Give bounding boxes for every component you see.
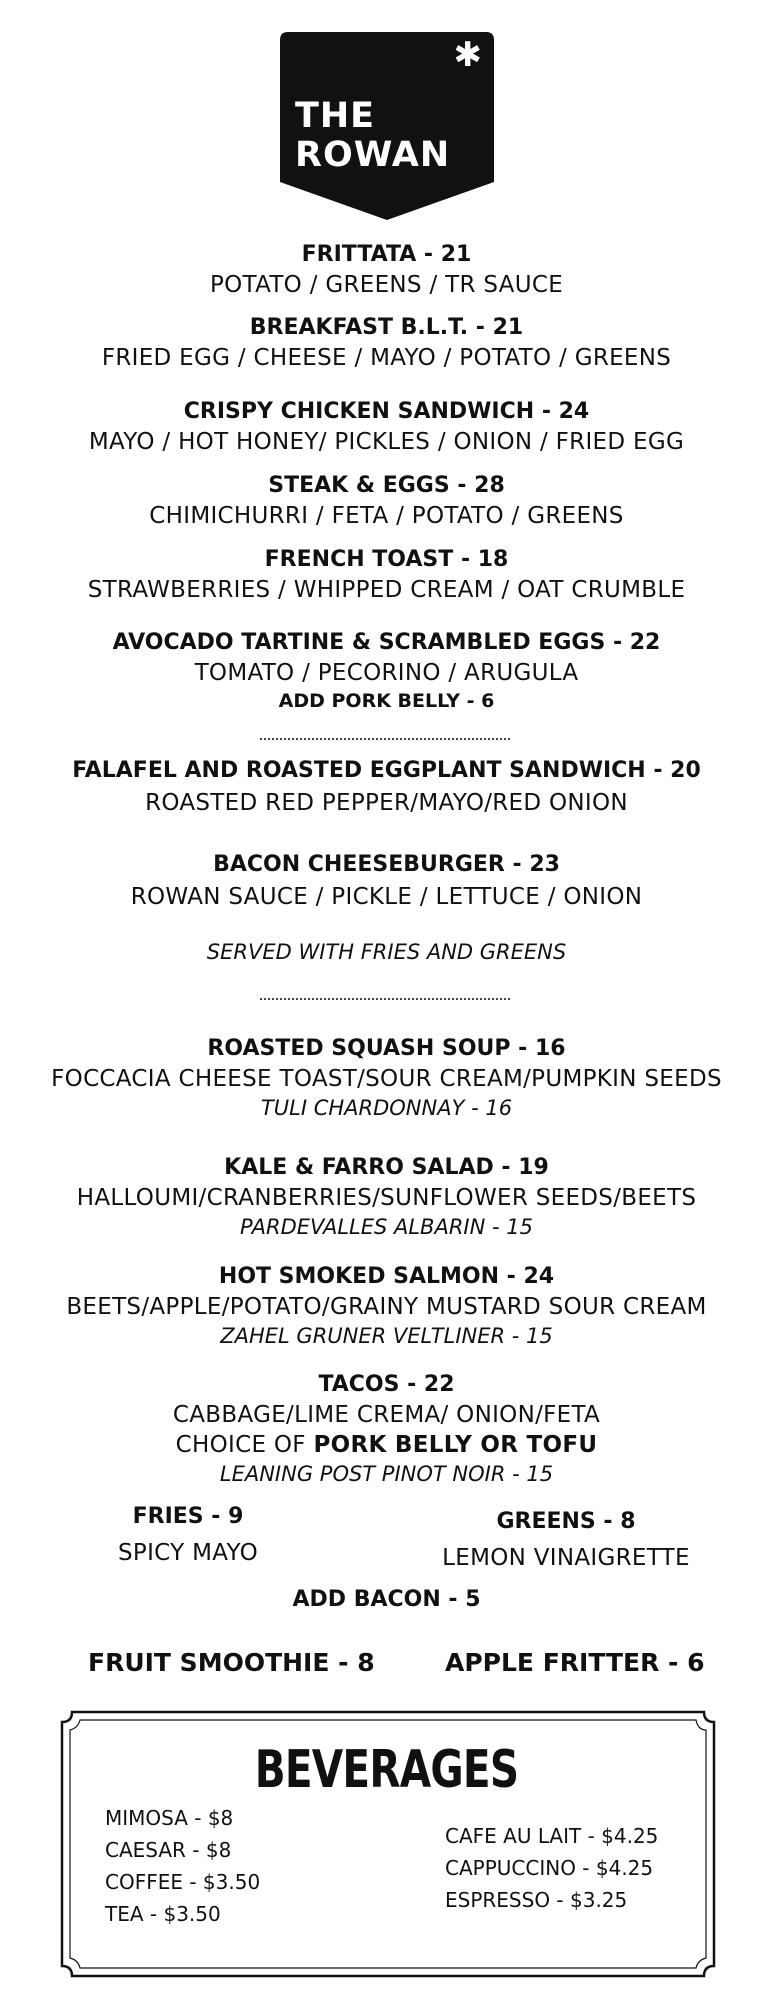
dotted-divider <box>260 998 510 1000</box>
item-description: BEETS/APPLE/POTATO/GRAINY MUSTARD SOUR CREAM <box>66 1294 707 1320</box>
beverages-list-left <box>105 1802 260 1930</box>
choice-prefix: CHOICE OF <box>175 1432 314 1458</box>
menu-item <box>0 240 773 300</box>
item-description: CHIMICHURRI / FETA / POTATO / GREENS <box>149 503 624 529</box>
beverage-item: CAPPUCCINO - $4.25 <box>445 1856 654 1880</box>
beverage-item: COFFEE - $3.50 <box>105 1870 261 1894</box>
menu-item <box>0 756 773 818</box>
item-title: STEAK & EGGS - 28 <box>268 473 505 498</box>
item-title: HOT SMOKED SALMON - 24 <box>218 1264 555 1289</box>
item-title: FRENCH TOAST - 18 <box>264 547 509 572</box>
menu-item <box>0 1034 773 1123</box>
side-title: FRIES - 9 <box>132 1504 244 1529</box>
item-description: MAYO / HOT HONEY/ PICKLES / ONION / FRIED EGG <box>88 429 685 455</box>
extra-smoothie: FRUIT SMOOTHIE - 8 <box>88 1648 375 1677</box>
item-title: BACON CHEESEBURGER - 23 <box>213 852 560 877</box>
item-choice <box>0 1430 773 1460</box>
restaurant-logo <box>280 32 494 220</box>
item-description: FRIED EGG / CHEESE / MAYO / POTATO / GREENS <box>101 345 672 371</box>
item-title: FRITTATA - 21 <box>301 242 472 267</box>
beverage-item: TEA - $3.50 <box>105 1902 221 1926</box>
side-greens <box>436 1507 696 1573</box>
wine-pairing: TULI CHARDONNAY - 16 <box>260 1096 513 1120</box>
wine-pairing: ZAHEL GRUNER VELTLINER - 15 <box>220 1324 553 1348</box>
menu-item <box>0 628 773 715</box>
addon-text: ADD BACON - 5 <box>292 1587 481 1612</box>
menu-item-tacos <box>0 1370 773 1489</box>
item-description: FOCCACIA CHEESE TOAST/SOUR CREAM/PUMPKIN SEEDS <box>51 1066 722 1092</box>
wine-pairing: LEANING POST PINOT NOIR - 15 <box>219 1462 554 1486</box>
side-fries <box>58 1502 318 1568</box>
beverage-item: CAESAR - $8 <box>105 1838 232 1862</box>
menu-item <box>0 1262 773 1351</box>
asterisk-icon: ✱ <box>453 36 482 74</box>
item-description: STRAWBERRIES / WHIPPED CREAM / OAT CRUMBLE <box>87 577 686 603</box>
item-description: ROWAN SAUCE / PICKLE / LETTUCE / ONION <box>130 884 643 910</box>
menu-item <box>0 313 773 373</box>
beverage-item: ESPRESSO - $3.25 <box>445 1888 628 1912</box>
served-note-text: SERVED WITH FRIES AND GREENS <box>206 940 567 964</box>
item-description: POTATO / GREENS / TR SAUCE <box>209 272 564 298</box>
item-title: KALE & FARRO SALAD - 19 <box>224 1155 549 1180</box>
beverage-item: CAFE AU LAIT - $4.25 <box>445 1824 659 1848</box>
item-title: TACOS - 22 <box>318 1372 455 1397</box>
side-addon <box>0 1585 773 1615</box>
served-note <box>0 938 773 967</box>
item-addon: ADD PORK BELLY - 6 <box>278 690 495 712</box>
item-description: ROASTED RED PEPPER/MAYO/RED ONION <box>145 790 628 816</box>
side-title: GREENS - 8 <box>496 1509 636 1534</box>
beverage-item: MIMOSA - $8 <box>105 1806 234 1830</box>
beverages-title: BEVERAGES <box>254 1740 519 1800</box>
choice-options: PORK BELLY OR TOFU <box>313 1432 598 1458</box>
extra-fritter: APPLE FRITTER - 6 <box>445 1648 705 1677</box>
item-title: BREAKFAST B.L.T. - 21 <box>249 315 524 340</box>
logo-line-1: THE <box>295 96 376 136</box>
beverages-list-right <box>445 1820 658 1916</box>
wine-pairing: PARDEVALLES ALBARIN - 15 <box>240 1215 533 1239</box>
menu-item <box>0 397 773 457</box>
item-description: HALLOUMI/CRANBERRIES/SUNFLOWER SEEDS/BEETS <box>76 1185 697 1211</box>
menu-item <box>0 471 773 531</box>
item-description: TOMATO / PECORINO / ARUGULA <box>194 660 579 686</box>
menu-item <box>0 545 773 605</box>
logo-text <box>295 97 450 175</box>
item-title: CRISPY CHICKEN SANDWICH - 24 <box>183 399 590 424</box>
item-title: ROASTED SQUASH SOUP - 16 <box>207 1036 566 1061</box>
menu-item <box>0 850 773 912</box>
item-description: CABBAGE/LIME CREMA/ ONION/FETA <box>172 1402 601 1428</box>
logo-line-2: ROWAN <box>295 135 451 175</box>
item-title: AVOCADO TARTINE & SCRAMBLED EGGS - 22 <box>112 630 661 655</box>
menu-item <box>0 1153 773 1242</box>
side-description: SPICY MAYO <box>118 1540 258 1566</box>
side-description: LEMON VINAIGRETTE <box>442 1545 690 1571</box>
item-title: FALAFEL AND ROASTED EGGPLANT SANDWICH - 20 <box>72 758 701 783</box>
dotted-divider <box>260 738 510 740</box>
